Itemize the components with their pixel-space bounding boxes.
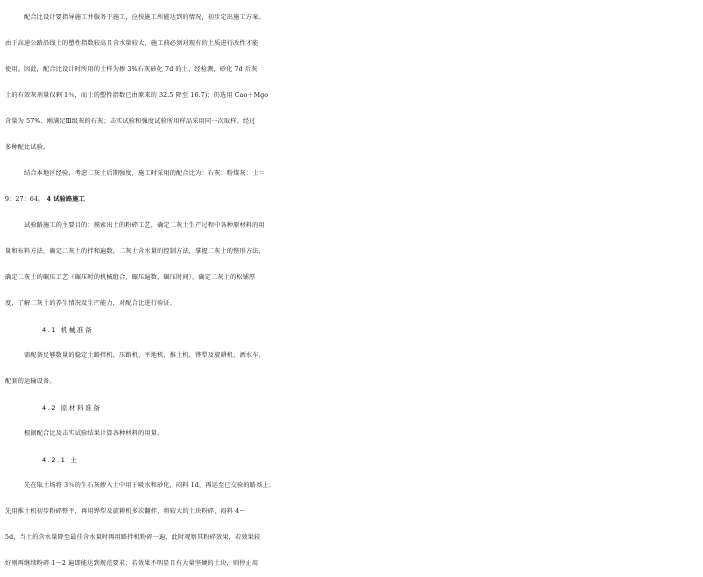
paragraph-line: 好则再继续粉碎 1～2 遍即能达到规范要求；若效果不明显且有大量坚硬的土块，则停止用 [5, 560, 259, 567]
paragraph-line: 结合本地区经验，考虑二灰土后期强度，施工时采用的配合比为：石灰：粉煤灰：土＝ [24, 170, 265, 177]
paragraph-line: 量和布料方法，确定二灰土的拌和遍数，二灰土含水量的控制方法，掌握二灰土的整形方法， [5, 248, 265, 255]
paragraph-line [0, 187, 666, 213]
section-heading-4: 4 试验路施工 [46, 196, 86, 203]
paragraph-line: 使用。因此，配合比设计时所用的土样为掺 3%石灰砂化 7d 的土，经检测，砂化 7d 后灰 [5, 66, 258, 73]
paragraph-line: 确定二灰土的碾压工艺（碾压时的机械组合，碾压遍数，碾压时间），确定二灰土的松铺厚 [5, 274, 256, 281]
paragraph-line: 土的有效灰剂量仅剩 1％，而土的塑性指数已由原来的 32.5 降至 16.7)；仍选用 Cao＋Mgo [5, 92, 269, 99]
paragraph-line: 根据配合比及击实试验结果计算各种材料的用量。 [24, 430, 164, 437]
paragraph-line: 多种配比试验。 [5, 144, 50, 151]
paragraph-line: 5d，当土的含水量降至最佳含水量时再用路拌机粉碎一遍，此时观察其粉碎效果，若效果较 [5, 534, 261, 541]
paragraph-line: 先在取土场将 3％的生石灰掺入土中用于吸水和砂化，闷料 1d，再运至已交验的路基上； [24, 482, 276, 489]
paragraph-line: 试验路施工的主要目的：摸索出土的粉碎工艺，确定二灰土生产过程中各种原材料的用 [24, 222, 265, 229]
paragraph-line: 配合比设计要指导施工并服务于施工，应按施工所能达到的情况，初步定出施工方案。 [24, 14, 265, 21]
paragraph-line: 由于高速公路沿线土的塑性指数较高且含水量较大，施工前必须对现有的土质进行改性才能 [5, 40, 259, 47]
paragraph-line: 需配备足够数量的稳定土路拌机、压路机、平地机、推土机、铧犁及旋耕机、洒水车、 [24, 352, 265, 359]
paragraph-line: 含量为 57%、刚满足Ⅲ级灰的石灰；击实试验和强度试验所用样品采用同一次取样。经过 [5, 118, 256, 125]
subsection-heading-4-2: 4.2 原材料准备 [42, 404, 102, 412]
paragraph-line: 先用推土机初步粉碎整平，再用铧犁及旋耕机多次翻拌，将较大的土块粉碎，闷料 4～ [5, 508, 246, 515]
subsection-heading-4-1: 4.1 机械准备 [42, 326, 94, 334]
paragraph-line: 度，了解二灰土的养生情况及生产能力，对配合比进行验证。 [5, 300, 177, 307]
subsection-heading-4-2-1: 4.2.1 土 [42, 456, 79, 464]
paragraph-line: 配套的运输设备。 [5, 378, 56, 385]
mix-ratio-text: 9：27：64。 [5, 196, 45, 203]
